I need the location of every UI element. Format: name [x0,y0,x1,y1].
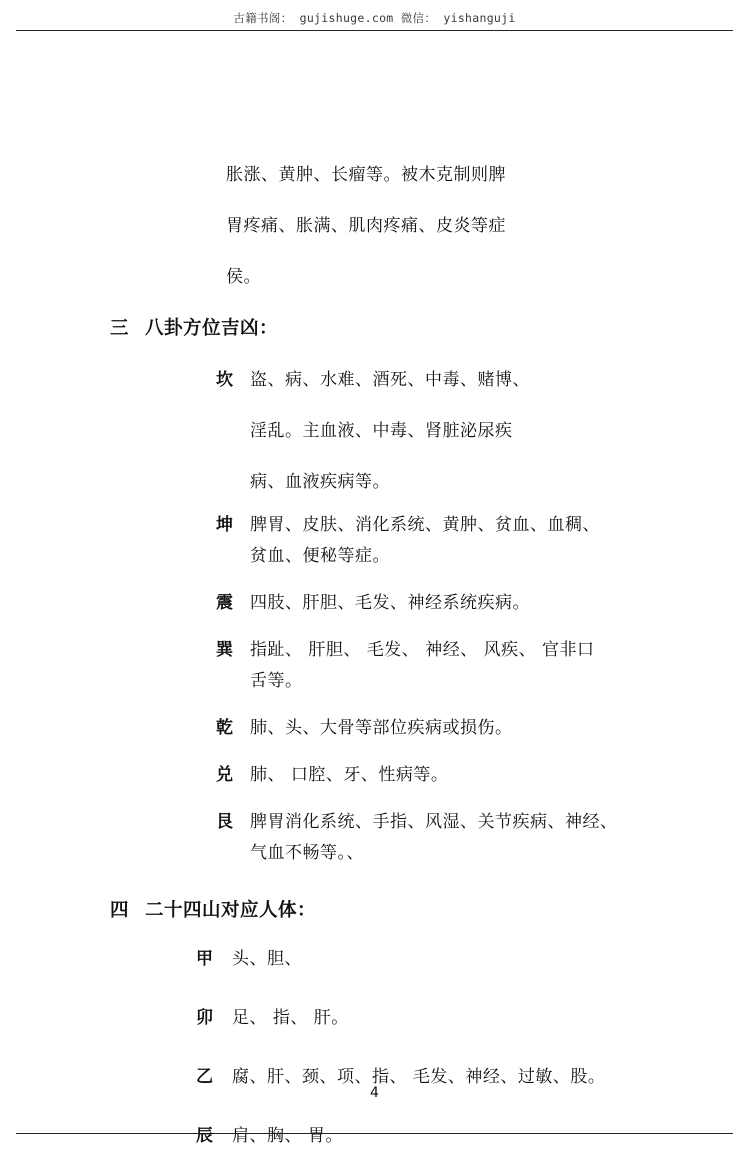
mountain-text: 肩、胸、 胃。 [232,1126,343,1146]
mountain-entry-chen [0,1114,749,1159]
bagua-label: 坎 [216,370,234,390]
page-number: 4 [370,1085,379,1101]
bagua-text [250,588,663,619]
section-number: 四 [110,900,130,921]
section-title: 八卦方位吉凶： [145,318,279,339]
bagua-text-line: 病、血液疾病等。 [250,472,390,492]
bagua-entry-gen [0,807,749,869]
bagua-text-line: 气血不畅等。、 [250,843,364,863]
mountain-text: 头、胆、 [232,949,302,969]
bagua-entry-dui [0,760,749,791]
section-number: 三 [110,318,130,339]
bagua-entry-kun [0,510,749,572]
bagua-text [250,510,663,572]
bagua-text-line: 肺、 口腔、牙、性病等。 [250,765,449,785]
section-heading-three [0,303,749,355]
watermark-text: 古籍书阁： gujishuge.com 微信： yishanguji [233,11,516,25]
bagua-text-line: 指趾、 肝胆、 毛发、 神经、 风疾、 官非口 [250,640,595,660]
bagua-entry-kan [0,355,749,508]
bagua-entry-xun [0,635,749,697]
section-title: 二十四山对应人体： [145,900,317,921]
top-divider [16,30,733,31]
bagua-label: 震 [216,593,234,613]
document-content [0,150,749,1173]
mountain-text: 足、 指、 肝。 [232,1008,349,1028]
bagua-text [250,635,663,697]
bagua-text-line: 贫血、便秘等症。 [250,546,390,566]
bagua-text [250,760,663,791]
mountain-text: 腐、肝、颈、项、指、 毛发、神经、过敏、股。 [232,1067,606,1087]
bagua-label: 艮 [216,812,234,832]
bagua-label: 坤 [216,515,234,535]
bagua-entry-zhen [0,588,749,619]
bagua-text-line: 脾胃、皮肤、消化系统、黄肿、贫血、血稠、 [250,515,600,535]
bagua-text-line: 舌等。 [250,671,303,691]
bagua-text [250,355,663,508]
mountain-label: 辰 [196,1126,214,1146]
bagua-entry-qian [0,713,749,744]
bagua-text [250,713,663,744]
paragraph-line: 胃疼痛、胀满、肌肉疼痛、皮炎等症 [226,216,506,236]
mountain-entry-jia [0,937,749,982]
bagua-text [250,807,663,869]
bagua-text-line: 盗、病、水难、酒死、中毒、赌博、 [250,370,530,390]
section-heading-four [0,885,749,937]
paragraph-line: 侯。 [226,267,261,287]
mountain-label: 甲 [196,949,214,969]
paragraph-line: 胀涨、黄肿、长瘤等。被木克制则脾 [226,165,506,185]
bagua-text-line: 脾胃消化系统、手指、风湿、关节疾病、神经、 [250,812,618,832]
bagua-label: 兑 [216,765,234,785]
bagua-text-line: 肺、头、大骨等部位疾病或损伤。 [250,718,513,738]
bagua-text-line: 四肢、肝胆、毛发、神经系统疾病。 [250,593,530,613]
mountain-label: 乙 [196,1067,214,1087]
bagua-text-line: 淫乱。主血液、中毒、肾脏泌尿疾 [250,421,513,441]
bagua-label: 乾 [216,718,234,738]
bagua-label: 巽 [216,640,234,660]
mountain-entry-mao [0,996,749,1041]
mountain-label: 卯 [196,1008,214,1028]
